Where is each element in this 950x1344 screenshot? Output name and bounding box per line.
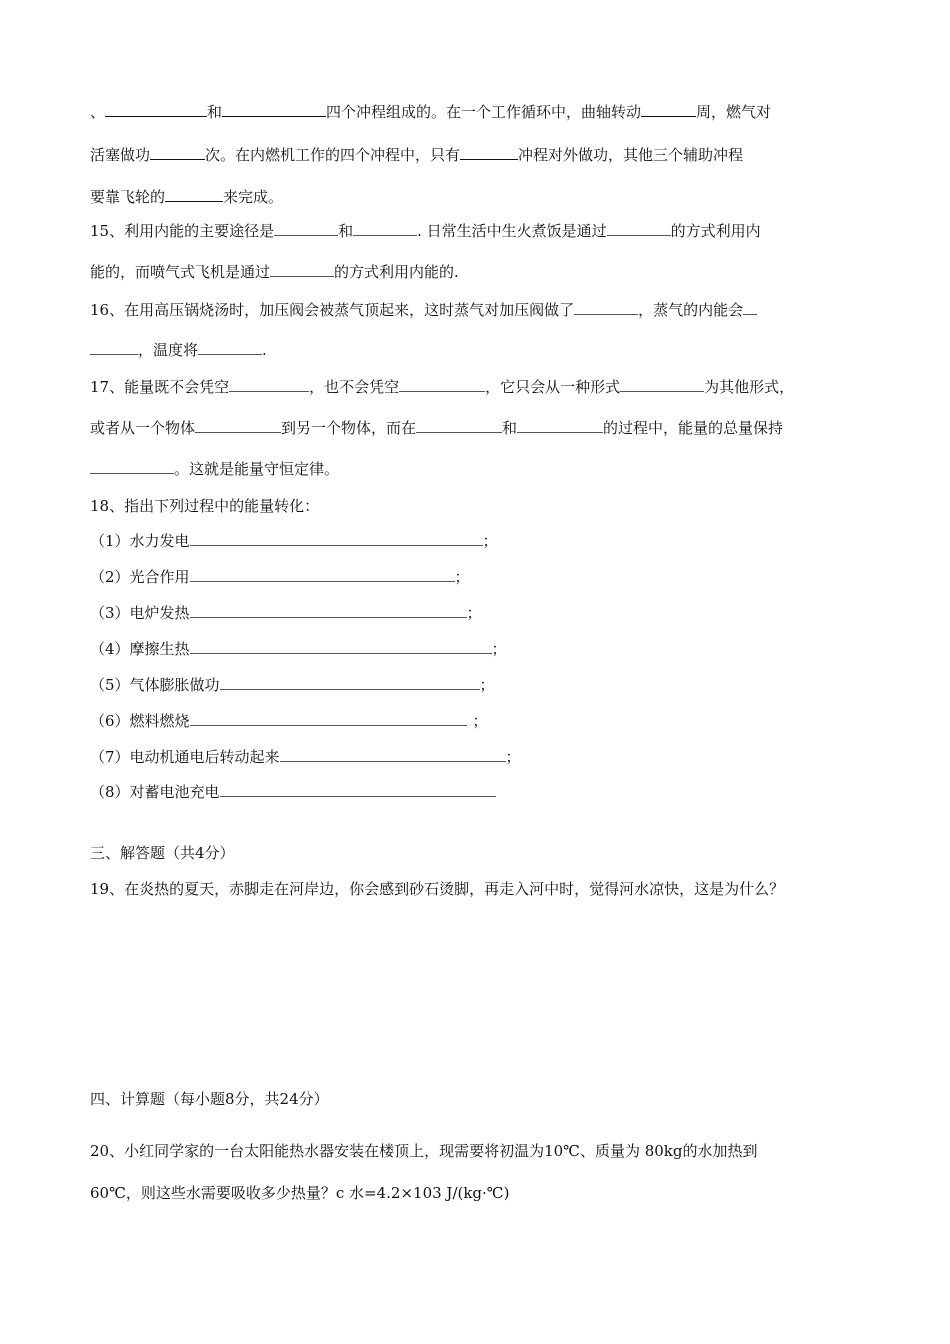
answer-blank[interactable] — [274, 221, 338, 236]
q14-line2: 活塞做功 次。在内燃机工作的四个冲程中，只有 冲程对外做功，其他三个辅助冲程 — [90, 146, 744, 164]
answer-blank[interactable] — [198, 340, 262, 355]
answer-blank[interactable] — [229, 377, 309, 392]
answer-blank[interactable] — [220, 675, 480, 690]
answer-blank[interactable] — [190, 531, 483, 546]
answer-blank[interactable] — [399, 377, 485, 392]
section4-title: 四、计算题（每小题8分，共24分） — [90, 1090, 329, 1108]
answer-blank[interactable] — [574, 300, 638, 315]
answer-blank[interactable] — [743, 300, 757, 315]
q16-line1: 16、在用高压锅烧汤时，加压阀会被蒸气顶起来，这时蒸气对加压阀做了 ，蒸气的内能会 — [90, 300, 757, 320]
answer-blank[interactable] — [641, 102, 696, 117]
answer-blank[interactable] — [90, 459, 174, 474]
answer-blank[interactable] — [280, 747, 506, 762]
q20-line1: 20、小红同学家的一台太阳能热水器安装在楼顶上，现需要将初温为10℃、质量为 80kg的水加热到 — [90, 1142, 758, 1160]
q18-item: （4）摩擦生热 ； — [90, 640, 507, 658]
q18-item: （2）光合作用 ； — [90, 568, 470, 586]
answer-blank[interactable] — [517, 418, 603, 433]
answer-blank[interactable] — [165, 187, 223, 202]
q18-item: （7）电动机通电后转动起来 ； — [90, 748, 521, 766]
answer-blank[interactable] — [270, 262, 334, 277]
answer-blank[interactable] — [190, 603, 467, 618]
q18-item: （8）对蓄电池充电 — [90, 782, 496, 802]
q18-item: （5）气体膨胀做功 ； — [90, 676, 495, 694]
q20-line2: 60℃，则这些水需要吸收多少热量？c 水=4.2×103 J/(kg·℃) — [90, 1184, 510, 1202]
q14-line1: 、 和 四个冲程组成的。在一个工作循环中，曲轴转动 周，燃气对 — [90, 103, 772, 121]
answer-blank[interactable] — [607, 221, 671, 236]
answer-blank[interactable] — [190, 567, 455, 582]
answer-blank[interactable] — [190, 639, 492, 654]
q17-line1: 17、能量既不会凭空 ，也不会凭空 ，它只会从一种形式 为其他形式， — [90, 378, 795, 396]
q18-item: （1）水力发电 ； — [90, 532, 498, 550]
q18-title: 18、指出下列过程中的能量转化： — [90, 497, 320, 515]
answer-blank[interactable] — [416, 418, 502, 433]
answer-blank[interactable] — [90, 340, 138, 355]
answer-blank[interactable] — [195, 418, 281, 433]
q17-line2: 或者从一个物体 到另一个物体，而在 和 的过程中，能量的总量保持 — [90, 419, 784, 437]
answer-blank[interactable] — [353, 221, 417, 236]
q15-line1: 15、利用内能的主要途径是 和 . 日常生活中生火煮饭是通过 的方式利用内 — [90, 222, 761, 240]
answer-blank[interactable] — [105, 102, 207, 117]
answer-blank[interactable] — [220, 782, 496, 797]
section3-title: 三、解答题（共4分） — [90, 844, 235, 862]
q16-line2: ，温度将 . — [90, 340, 267, 360]
q19-text: 19、在炎热的夏天，赤脚走在河岸边，你会感到砂石烫脚，再走入河中时，觉得河水凉快，这是为什么？ — [90, 880, 785, 898]
q18-item: （3）电炉发热 ； — [90, 604, 482, 622]
q15-line2: 能的，而喷气式飞机是通过 的方式利用内能的. — [90, 263, 459, 281]
answer-blank[interactable] — [150, 145, 205, 160]
answer-blank[interactable] — [190, 711, 467, 726]
q17-line3: 。这就是能量守恒定律。 — [90, 459, 339, 479]
answer-blank[interactable] — [620, 377, 704, 392]
answer-blank[interactable] — [460, 145, 518, 160]
q14-line3: 要靠飞轮的 来完成。 — [90, 188, 284, 206]
answer-blank[interactable] — [222, 102, 326, 117]
q18-item: （6）燃料燃烧 ； — [90, 712, 488, 730]
